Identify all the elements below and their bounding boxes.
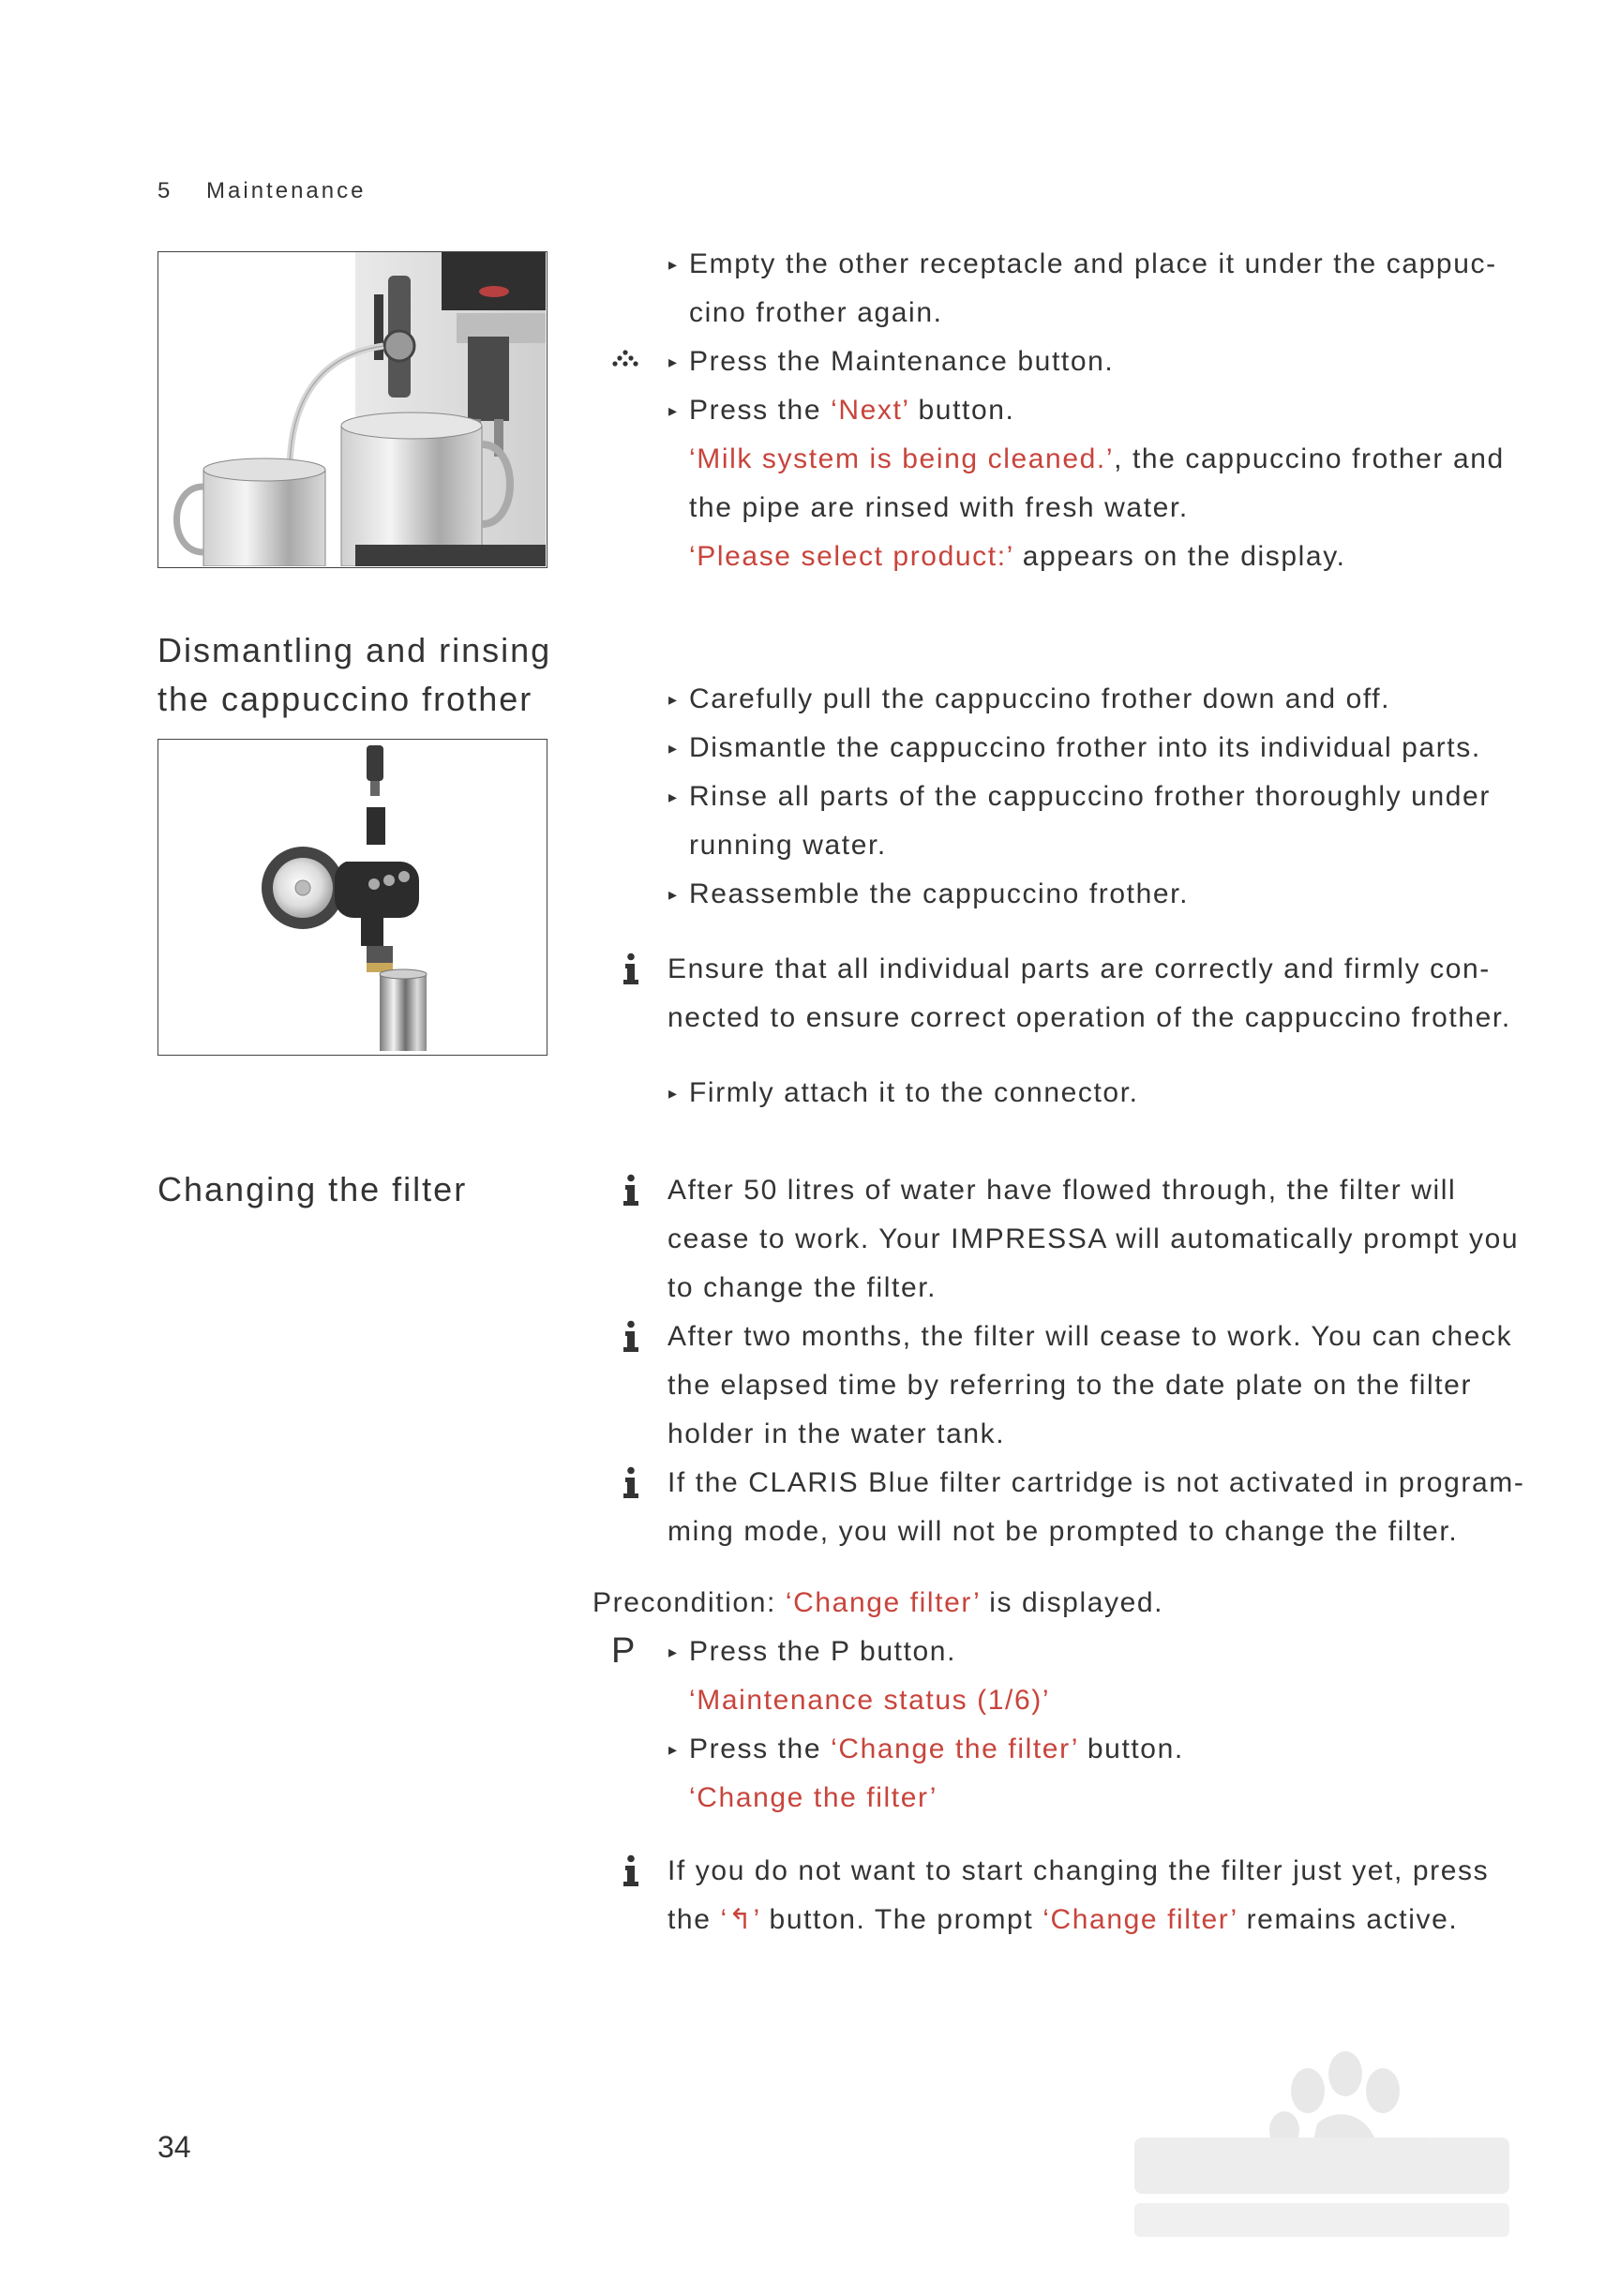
info-icon — [621, 1174, 641, 1208]
line-text: ming mode, you will not be prompted to change the filter. — [668, 1516, 1459, 1547]
page-number: 34 — [158, 2130, 191, 2164]
line-text: cino frother again. — [689, 297, 943, 328]
line-text: nected to ensure correct operation of the cappuccino frother. — [668, 1002, 1511, 1033]
step-arrow-icon: ▸ — [668, 1084, 679, 1103]
note-line — [668, 1215, 1519, 1264]
display-message: ‘Maintenance status (1/6)’ — [689, 1685, 1051, 1716]
line-text: Press the Maintenance button. — [689, 346, 1115, 377]
step-arrow-icon: ▸ — [668, 1643, 679, 1661]
note-line — [668, 1313, 1512, 1361]
p-button-icon: P — [611, 1631, 636, 1671]
line-text: Empty the other receptacle and place it under the cappuc- — [689, 248, 1497, 279]
note-line — [668, 1896, 1458, 1944]
instruction-line — [668, 724, 1481, 773]
note-line — [668, 1361, 1472, 1410]
section-title-dismantling — [158, 626, 589, 724]
line-text: the elapsed time by referring to the date plate on the filter — [668, 1370, 1473, 1401]
line-text: the pipe are rinsed with fresh water. — [689, 492, 1189, 523]
display-message: ‘Change filter’ — [785, 1587, 981, 1618]
display-message: ‘↰’ — [720, 1904, 760, 1935]
display-message: ‘Change the filter’ — [831, 1733, 1078, 1764]
display-message: ‘Milk system is being cleaned.’ — [689, 443, 1115, 474]
instruction-line — [668, 675, 1390, 724]
line-text: Reassemble the cappuccino frother. — [689, 878, 1190, 909]
section-title-line-2: the cappuccino frother — [158, 680, 533, 718]
note-line — [668, 1166, 1456, 1215]
precondition-line — [592, 1579, 1163, 1628]
line-text: Press the — [689, 1733, 832, 1764]
info-icon — [621, 1320, 641, 1354]
chapter-title: Maintenance — [206, 178, 367, 203]
line-text: running water. — [689, 830, 887, 861]
info-icon — [621, 1854, 641, 1888]
coffee-machine-illustration — [158, 252, 546, 566]
instruction-line — [668, 1628, 956, 1676]
line-text: Firmly attach it to the connector. — [689, 1077, 1139, 1108]
figure-frother-parts — [158, 739, 548, 1056]
running-header — [158, 178, 366, 204]
note-line — [668, 1508, 1458, 1556]
instruction-line — [689, 1774, 938, 1823]
section-title-line-1: Dismantling and rinsing — [158, 631, 552, 669]
line-text: Dismantle the cappuccino frother into its individual parts. — [689, 732, 1481, 763]
step-arrow-icon: ▸ — [668, 739, 679, 758]
instruction-line — [689, 435, 1505, 484]
line-text: After 50 litres of water have flowed through, the filter will — [668, 1175, 1457, 1206]
paw-watermark-icon — [1116, 2034, 1528, 2250]
line-text: Precondition: — [592, 1587, 786, 1618]
step-arrow-icon: ▸ — [668, 1740, 679, 1759]
instruction-line — [689, 289, 943, 338]
line-text: holder in the water tank. — [668, 1418, 1006, 1449]
line-text: , the cappuccino frother and — [1114, 443, 1505, 474]
instruction-line — [668, 338, 1114, 386]
line-text: the — [668, 1904, 721, 1935]
section-title-changing-filter: Changing the filter — [158, 1170, 468, 1208]
figure-milk-rinse — [158, 251, 548, 568]
note-line — [668, 945, 1491, 994]
instruction-line — [668, 386, 1014, 435]
step-arrow-icon: ▸ — [668, 255, 679, 274]
note-line — [668, 1410, 1005, 1459]
note-line — [668, 1264, 937, 1313]
instruction-line — [668, 1725, 1184, 1774]
frother-parts-illustration — [158, 740, 546, 1054]
step-arrow-icon: ▸ — [668, 788, 679, 806]
display-message: ‘Change the filter’ — [689, 1782, 938, 1813]
info-icon — [621, 1466, 641, 1500]
line-text: remains active. — [1237, 1904, 1459, 1935]
display-message: ‘Please select product:’ — [689, 541, 1013, 572]
note-line — [668, 994, 1511, 1043]
chapter-number: 5 — [158, 178, 173, 203]
step-arrow-icon: ▸ — [668, 690, 679, 709]
instruction-line — [668, 773, 1491, 821]
line-text: to change the filter. — [668, 1272, 938, 1303]
line-text: button. — [1077, 1733, 1184, 1764]
line-text: If the CLARIS Blue filter cartridge is not activated in program- — [668, 1467, 1525, 1498]
line-text: After two months, the filter will cease to work. You can check — [668, 1321, 1513, 1352]
instruction-line — [668, 1069, 1139, 1118]
line-text: Ensure that all individual parts are correctly and firmly con- — [668, 953, 1491, 984]
display-message: ‘Change filter’ — [1042, 1904, 1238, 1935]
instruction-line — [668, 870, 1189, 919]
line-text: button. The prompt — [759, 1904, 1043, 1935]
note-line — [668, 1847, 1489, 1896]
info-icon — [621, 953, 641, 986]
step-arrow-icon: ▸ — [668, 885, 679, 904]
line-text: appears on the display. — [1012, 541, 1346, 572]
maintenance-dots-icon — [611, 345, 639, 373]
display-message: ‘Next’ — [831, 395, 909, 426]
line-text: Carefully pull the cappuccino frother down and off. — [689, 683, 1391, 714]
line-text: Press the P button. — [689, 1636, 957, 1667]
line-text: is displayed. — [980, 1587, 1164, 1618]
line-text: cease to work. Your IMPRESSA will automatically prompt you — [668, 1223, 1520, 1254]
line-text: Rinse all parts of the cappuccino frother thoroughly under — [689, 781, 1491, 812]
note-line — [668, 1459, 1524, 1508]
baidu-jingyan-watermark — [1116, 2034, 1528, 2250]
instruction-line — [689, 1676, 1050, 1725]
line-text: Press the — [689, 395, 832, 426]
step-arrow-icon: ▸ — [668, 401, 679, 420]
line-text: If you do not want to start changing the filter just yet, press — [668, 1855, 1490, 1886]
instruction-line — [689, 533, 1346, 581]
line-text: button. — [908, 395, 1015, 426]
instruction-line — [668, 240, 1497, 289]
instruction-line — [689, 821, 887, 870]
step-arrow-icon: ▸ — [668, 353, 679, 371]
instruction-line — [689, 484, 1189, 533]
